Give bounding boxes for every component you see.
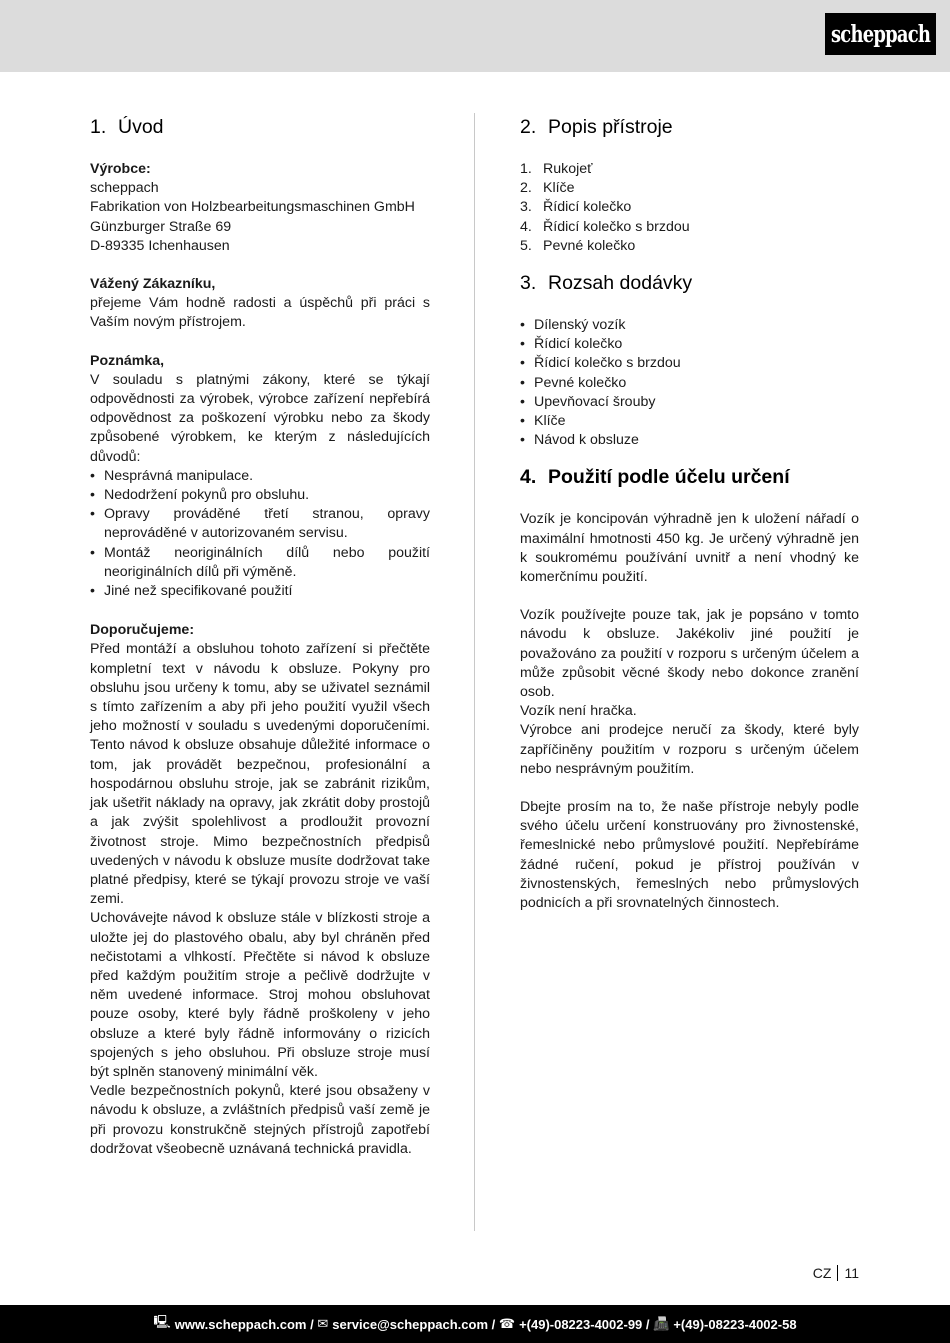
section-3-title: Rozsah dodávky: [548, 272, 693, 295]
page-number: [813, 1265, 859, 1281]
manufacturer-line: Günzburger Straße 69: [90, 218, 232, 235]
scheppach-logo: [825, 13, 936, 55]
section-4-heading: [520, 464, 859, 490]
list-item: 4. Řídicí kolečko s brzdou: [520, 218, 859, 237]
list-item-text: Klíče: [534, 413, 566, 430]
list-item-text: Pevné kolečko: [534, 374, 627, 391]
usage-paragraph: Vozík je koncipován výhradně jen k uložení nářadí o maximální hmotnosti 450 kg. Je určený výhradně jen k soukromému používání uvnitř a není vhodný ke komerčnímu použití.: [520, 511, 859, 586]
fax-icon: 📠: [653, 1316, 670, 1331]
list-item: • Návod k obsluze: [520, 431, 859, 450]
section-1-heading: [90, 114, 430, 140]
logo-text: scheppach: [830, 20, 931, 48]
usage-paragraph: Vozík používejte pouze tak, jak je popsáno v tomto návodu k obsluze. Jakékoliv jiné použití je považováno za použití v rozporu s určeným účelem a může způsobit věcné škody nebo dokonce zranění osob.: [520, 607, 859, 701]
recommendation-paragraph: Vedle bezpečnostních pokynů, které jsou obsaženy v návodu k obsluze, a zvláštních předpisů vaší země je při provozu konstrukčně stejných přístrojů zapotřebí dodržovat všeobecně uznávaná technická pravidla.: [90, 1083, 430, 1157]
usage-paragraph: Výrobce ani prodejce neručí za škody, které byly zapříčiněny použitím v rozporu s určeným účelem nebo nesprávným použitím.: [520, 722, 859, 777]
parts-list: [520, 160, 859, 256]
greeting-text: přejeme Vám hodně radosti a úspěchů při práci s Vaším novým přístrojem.: [90, 295, 430, 331]
page-language: CZ: [812, 1265, 832, 1281]
list-item-text: Nesprávná manipulace.: [104, 467, 254, 484]
list-item: • Opravy prováděné třetí stranou, opravy neprováděné v autorizovaném servisu.: [90, 505, 430, 543]
list-item-text: Jiné než specifikované použití: [104, 583, 293, 600]
list-item: • Řídicí kolečko s brzdou: [520, 354, 859, 373]
footer-phone: +(49)-08223-4002-99: [519, 1316, 643, 1332]
section-2-title: Popis přístroje: [548, 116, 673, 138]
list-item-text: Rukojeť: [543, 161, 593, 177]
section-4-number: 4.: [520, 466, 537, 489]
section-2-heading: [520, 114, 859, 140]
list-item-text: Klíče: [543, 180, 575, 197]
left-column: [90, 114, 430, 1159]
list-item-text: Dílenský vozík: [534, 317, 626, 334]
usage-paragraph: Dbejte prosím na to, že naše přístroje nebyly podle svého účelu určení konstruovány pro živnostenské, řemeslnické nebo průmyslové použití. Nepřebíráme žádné ručení, pokud je přístroj používán v živnostenských, řemeslných nebo průmyslových podnicích a při srovnatelných činnostech.: [520, 799, 859, 912]
list-item-text: Upevňovací šrouby: [534, 393, 656, 410]
email-icon: ✉: [317, 1316, 329, 1331]
section-3-number: 3.: [520, 272, 537, 295]
list-item-text: Řídicí kolečko: [534, 336, 623, 353]
section-3-heading: [520, 270, 859, 296]
page-separator: [837, 1265, 838, 1281]
right-column: [520, 114, 859, 913]
list-item: • Dílenský vozík: [520, 316, 859, 335]
delivery-list: [520, 316, 859, 450]
usage-paragraph: Vozík není hračka.: [520, 703, 637, 720]
column-divider: [474, 113, 475, 1231]
footer-email[interactable]: service@scheppach.com: [332, 1316, 489, 1332]
list-item: • Pevné kolečko: [520, 374, 859, 393]
list-item: • Montáž neoriginálních dílů nebo použití neoriginálních dílů při výměně.: [90, 544, 430, 582]
list-item: • Upevňovací šrouby: [520, 393, 859, 412]
recommendation-paragraph: Před montáží a obsluhou tohoto zařízení si přečtěte kompletní text v návodu k obsluze. Pokyny pro obsluhu jsou určeny k tomu, aby se uživatel seznámil s tímto zařízením a aby při jeho použití využil všech jeho možností v souladu s uvedenými doporučeními. Tento návod k obsluze obsahuje důležité informace o tom, jak provádět bezpečnou, profesionální a hospodárnou obsluhu stroje, jak se zabránit rizikům, jak ušetřit náklady na opravy, jak zkrátit doby prostojů a jak zvýšit spolehlivost a prodloužit provozní životnost stroje. Mimo bezpečnostních předpisů uvedených v návodu k obsluze musíte dodržovat take platné předpisy, které se týkají provozu stroje ve vaší zemi.: [90, 641, 430, 908]
greeting-label: Vážený Zákazníku,: [90, 276, 216, 293]
section-1-title: Úvod: [118, 116, 164, 138]
manufacturer-line: Fabrikation von Holzbearbeitungsmaschinen GmbH: [90, 199, 415, 216]
phone-icon: ☎: [498, 1316, 516, 1331]
page-number-value: 11: [844, 1265, 859, 1281]
recommendation-paragraph: Uchovávejte návod k obsluze stále v blízkosti stroje a uložte jej do plastového obalu, aby byl chráněn před nečistotami a vlhkostí. Přečtěte si návod k obsluze před každým použitím stroje a pečlivě dodržujte v něm uvedené informace. Stroj mohou obsluhovat pouze osoby, které byly řádně proškoleny v jeho obsluze a které byly řádně informovány o rizicích spojených s jeho obsluhou. Při obsluze stroje musí být splněn stanovený minimální věk.: [90, 910, 430, 1080]
list-item: 1. Rukojeť: [520, 160, 859, 179]
list-item: • Nedodržení pokynů pro obsluhu.: [90, 486, 430, 505]
list-item-text: Opravy prováděné třetí stranou, opravy neprováděné v autorizovaném servisu.: [104, 506, 430, 542]
note-text: V souladu s platnými zákony, které se týkají odpovědnosti za výrobek, výrobce zařízení nepřebírá odpovědnost za poškození výrobku nebo za škody způsobené výrobkem, ke kterým z následujících důvodů:: [90, 371, 430, 465]
footer-bar: 🖳 www.scheppach.com / ✉ service@scheppach.com / ☎ +(49)-08223-4002-99 / 📠 +(49)-08223-4002-58: [0, 1305, 950, 1343]
note-list: [90, 467, 430, 601]
footer-website[interactable]: www.scheppach.com: [174, 1316, 307, 1332]
manufacturer-line: D-89335 Ichenhausen: [90, 237, 230, 254]
recommendation-label: Doporučujeme:: [90, 622, 195, 639]
list-item-text: Řídicí kolečko: [543, 199, 632, 216]
manufacturer-line: scheppach: [90, 180, 159, 197]
manufacturer-label: Výrobce:: [90, 161, 151, 177]
footer-fax: +(49)-08223-4002-58: [673, 1316, 797, 1332]
section-1-number: 1.: [90, 116, 107, 138]
list-item: • Klíče: [520, 412, 859, 431]
list-item: 5. Pevné kolečko: [520, 237, 859, 256]
list-item: 3. Řídicí kolečko: [520, 198, 859, 217]
list-item: • Jiné než specifikované použití: [90, 582, 430, 601]
list-item: • Řídicí kolečko: [520, 335, 859, 354]
list-item-text: Pevné kolečko: [543, 237, 636, 254]
list-item-text: Řídicí kolečko s brzdou: [543, 218, 690, 235]
section-4-title: Použití podle účelu určení: [548, 466, 790, 489]
computer-icon: 🖳: [153, 1314, 171, 1329]
list-item-text: Montáž neoriginálních dílů nebo použití neoriginálních dílů při výměně.: [104, 544, 430, 580]
list-item-text: Nedodržení pokynů pro obsluhu.: [104, 487, 310, 504]
list-item: 2. Klíče: [520, 179, 859, 198]
section-2-number: 2.: [520, 116, 537, 138]
list-item-text: Návod k obsluze: [534, 432, 639, 449]
list-item-text: Řídicí kolečko s brzdou: [534, 355, 681, 372]
note-label: Poznámka,: [90, 352, 165, 369]
header-bar: [0, 0, 950, 72]
list-item: • Nesprávná manipulace.: [90, 467, 430, 486]
